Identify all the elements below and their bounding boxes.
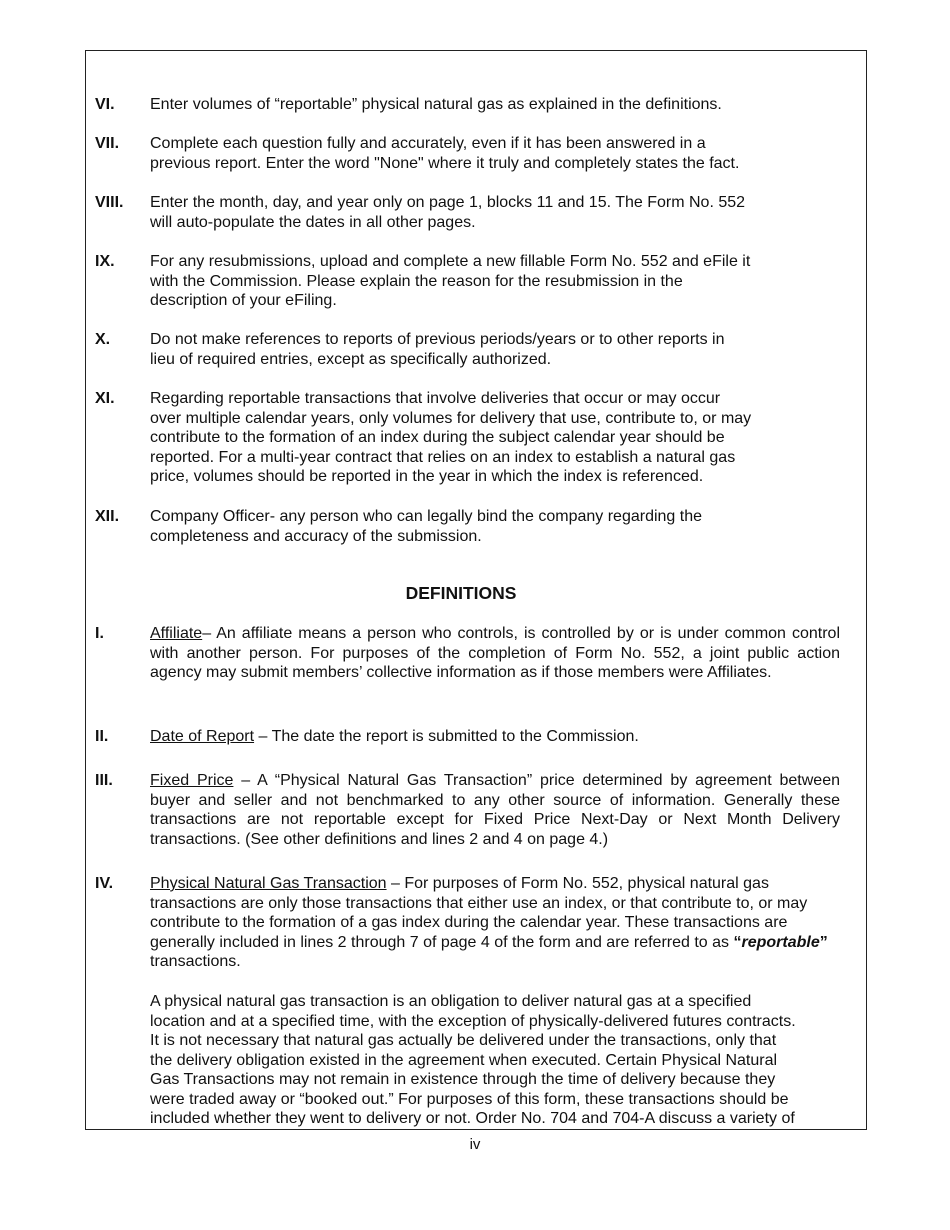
item-number: VI.: [95, 96, 115, 113]
definitions-heading: DEFINITIONS: [405, 583, 517, 603]
definition-tail: transactions.: [150, 953, 241, 970]
item-text: Regarding reportable transactions that involve deliveries that occur or may occur over multiple calendar years, only volumes for delivery that use, contribute to, or may contribute to the formation of an index during the subject calendar year should be reported. For a multi-year contract that relies on an index to establish a natural gas price, volumes should be reported in the year in which the index is referenced.: [150, 390, 752, 485]
item-number: III.: [95, 772, 113, 789]
definition-term: Fixed Price: [150, 772, 234, 789]
page-number: iv: [469, 1136, 481, 1153]
item-number: VII.: [95, 135, 120, 152]
definition-term: Affiliate: [150, 625, 203, 642]
item-number: II.: [95, 728, 109, 745]
item-number: IX.: [95, 253, 115, 270]
item-text: Complete each question fully and accurately, even if it has been answered in a previous report. Enter the word "None" where it truly and completely states the fact.: [150, 135, 740, 172]
definition-paragraph: A physical natural gas transaction is an obligation to deliver natural gas at a specified location and at a specified time, with the exception of physically-delivered futures contracts. It is not necessary that natural gas actually be delivered under the transactions, only that the delivery obligation existed in the agreement when executed. Certain Physical Natural Gas Transactions may not remain in existence through the time of delivery because they were traded away or “booked out.” For purposes of this form, these transactions should be included whether they went to delivery or not. Order No. 704 and 704-A discuss a variety of: [150, 993, 796, 1127]
definition-term: Physical Natural Gas Transaction: [150, 875, 387, 892]
definition-text: – A “Physical Natural Gas Transaction” price determined by agreement between buyer and seller and not benchmarked to any other source of information. Generally these transactions are not reportable except for Fixed Price Next-Day or Next Month Delivery transactions. (See other definitions and lines 2 and 4 on page 4.): [150, 772, 840, 848]
definition-text: – For purposes of Form No. 552, physical natural gas transactions are only those transactions that either use an index, or that contribute to, or may contribute to the formation of a gas index during the calendar year. These transactions are generally included in lines 2 through 7 of page 4 of the form and are referred to as: [150, 875, 808, 951]
item-text: Enter the month, day, and year only on page 1, blocks 11 and 15. The Form No. 552 will auto-populate the dates in all other pages.: [150, 194, 746, 231]
item-number: IV.: [95, 875, 114, 892]
item-text: Company Officer- any person who can legally bind the company regarding the completeness and accuracy of the submission.: [150, 508, 703, 545]
definition-emphasis: reportable: [741, 933, 820, 951]
definition-term: Date of Report: [150, 728, 255, 745]
item-number: XII.: [95, 508, 120, 525]
item-number: VIII.: [95, 194, 124, 211]
item-text: Enter volumes of “reportable” physical natural gas as explained in the definitions.: [150, 96, 722, 113]
definition-text: – The date the report is submitted to the Commission.: [254, 728, 639, 745]
item-number: X.: [95, 331, 111, 348]
definition-text: – An affiliate means a person who controls, is controlled by or is under common control with another person. For purposes of the completion of Form No. 552, a joint public action agency may submit members’ collective information as if those members were Affiliates.: [150, 625, 840, 681]
item-text: Do not make references to reports of previous periods/years or to other reports in lieu of required entries, except as specifically authorized.: [150, 331, 725, 368]
item-text: For any resubmissions, upload and complete a new fillable Form No. 552 and eFile it with the Commission. Please explain the reason for the resubmission in the description of your eFiling.: [150, 253, 751, 309]
item-number: I.: [95, 625, 104, 642]
item-number: XI.: [95, 390, 115, 407]
